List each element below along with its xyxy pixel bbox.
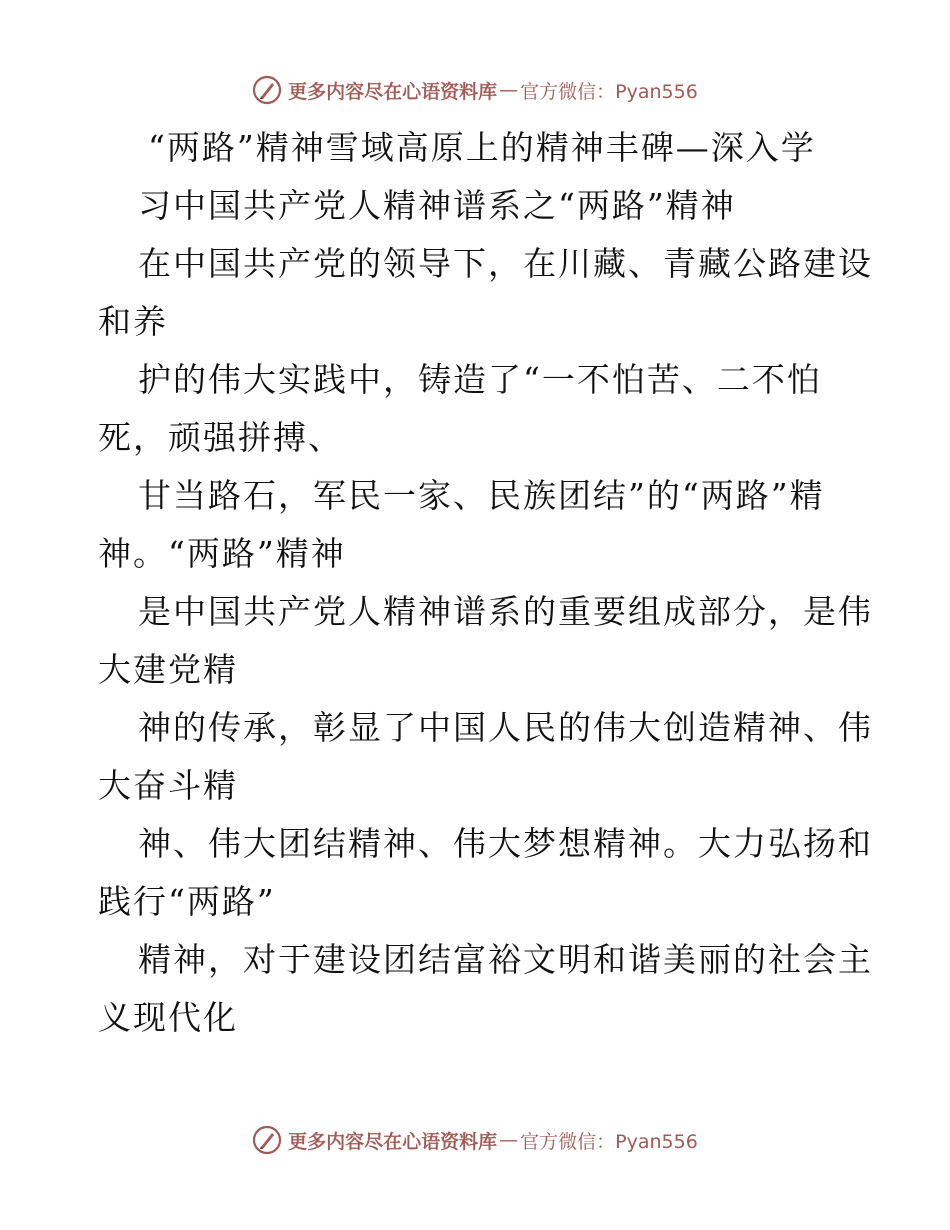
header-contact-text: 官方微信：Pyan556 [520, 80, 698, 103]
paragraph-line: 神、伟大团结精神、伟大梦想精神。大力弘扬和 [138, 824, 873, 863]
paragraph-line: 在中国共产党的领导下，在川藏、青藏公路建设 [138, 244, 873, 283]
paragraph-line: 和养 [98, 302, 168, 341]
document-title-line-1: “两路”精神雪域高原上的精神丰碑—深入学 [148, 128, 816, 167]
paragraph-line: 死，顽强拼搏、 [98, 418, 343, 457]
header-separator: — [499, 79, 519, 101]
paragraph-line: 甘当路石，军民一家、民族团结”的“两路”精 [138, 476, 825, 515]
footer-contact-text: 官方微信：Pyan556 [520, 1130, 698, 1153]
paragraph-line: 大建党精 [98, 650, 238, 689]
header-site-text: 更多内容尽在心语资料库 [288, 80, 498, 103]
paragraph-line: 精神，对于建设团结富裕文明和谐美丽的社会主 [138, 940, 873, 979]
document-title-line-2: 习中国共产党人精神谱系之“两路”精神 [138, 186, 736, 225]
paragraph-line: 大奋斗精 [98, 766, 238, 805]
paragraph-line: 践行“两路” [98, 882, 276, 921]
paragraph-line: 是中国共产党人精神谱系的重要组成部分，是伟 [138, 592, 873, 631]
footer-banner [0, 1120, 950, 1160]
paragraph-line: 义现代化 [98, 998, 238, 1037]
paragraph-line: 护的伟大实践中，铸造了“一不怕苦、二不怕 [138, 360, 822, 399]
footer-site-text: 更多内容尽在心语资料库 [288, 1130, 498, 1153]
paragraph-line: 神的传承，彰显了中国人民的伟大创造精神、伟 [138, 708, 873, 747]
quill-logo-icon [252, 1125, 282, 1155]
paragraph-line: 神。“两路”精神 [98, 534, 346, 573]
footer-separator: — [499, 1129, 519, 1151]
